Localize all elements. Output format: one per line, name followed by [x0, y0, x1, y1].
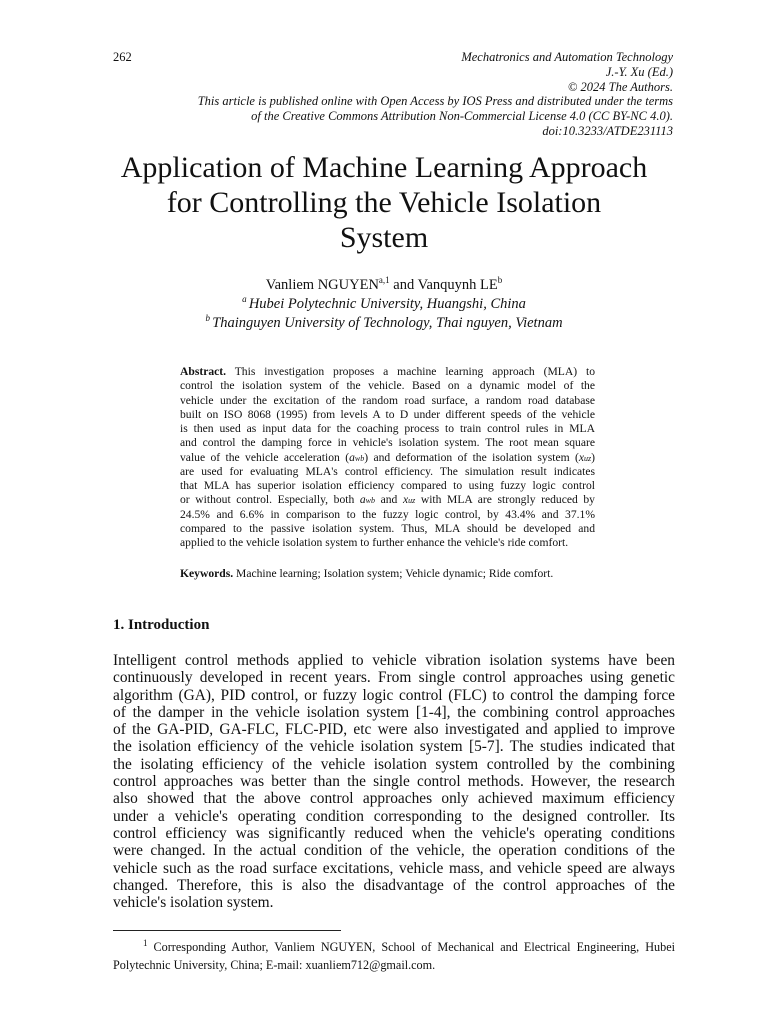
title-line: for Controlling the Vehicle Isolation [166, 186, 602, 219]
page-number: 262 [113, 50, 132, 64]
body-text: the isolation efficiency of the vehicle isolation system [5-7]. The studies indicated that [113, 738, 675, 756]
abstract-line [180, 479, 595, 493]
title-line: System [339, 221, 429, 254]
footnote-text: Corresponding Author, Vanliem NGUYEN, School of Mechanical and Electrical Engineering, Hubei [147, 940, 675, 954]
abstract-text: applied to the vehicle isolation system to further enhance the vehicle's ride comfort. [180, 536, 569, 549]
keywords [180, 567, 553, 580]
journal-header [198, 50, 673, 139]
body-text: of the GA-PID, GA-FLC, FLC-PID, etc were also investigated and applied to improve [113, 721, 675, 739]
abstract-text: 24.5% and 6.6% in comparison to the fuzzy logic control, by 43.4% and 37.1% [180, 507, 595, 521]
abstract-text: ) and deformation of the isolation system ( [364, 450, 579, 464]
abstract-text: wb [365, 496, 375, 506]
abstract-text: ) [591, 450, 596, 464]
footnote-divider [113, 930, 341, 931]
abstract-line [180, 465, 595, 479]
abstract-line [180, 493, 595, 507]
author-conjunction: and [389, 277, 418, 293]
abstract-text: with MLA are strongly reduced by [415, 493, 595, 507]
body-line [113, 721, 675, 738]
body-text: algorithm (GA), PID control, or fuzzy logic control (FLC) to control the damping force [113, 686, 675, 704]
body-text: the isolating efficiency of the vehicle isolation system controlled by the combining [113, 755, 675, 773]
abstract-text: uz [584, 453, 592, 463]
abstract [180, 365, 595, 550]
body-text: continuously developed in recent years. From single control approaches using genetic [113, 669, 675, 687]
body-text: Intelligent control methods applied to vehicle vibration isolation systems have been [113, 652, 675, 669]
abstract-text: is then used as input data for the coaching process to train control rules in MLA [180, 422, 595, 435]
abstract-text: or without control. Especially, both [180, 493, 360, 507]
author-affiliation-marker: a,1 [378, 275, 390, 286]
author-name: Vanquynh LE [417, 277, 498, 293]
abstract-text: a [359, 493, 366, 507]
abstract-line [180, 522, 595, 536]
affiliation-b [0, 314, 768, 333]
body-line [113, 825, 675, 842]
abstract-text: This investigation proposes a machine learning approach (MLA) to [226, 365, 595, 378]
author-line [0, 276, 768, 295]
abstract-text: that MLA has superior isolation efficiency compared to using fuzzy logic control [180, 479, 595, 492]
abstract-line [180, 508, 595, 522]
body-line [113, 738, 675, 755]
abstract-text: control the isolation system of the vehicle. Based on a dynamic model of the [180, 379, 595, 393]
abstract-text: uz [408, 496, 416, 506]
affiliation-marker: a [242, 294, 249, 305]
body-text: also showed that the above control approaches only achieved maximum efficiency [113, 790, 675, 808]
footnote [113, 938, 675, 974]
abstract-text: wb [354, 453, 365, 463]
abstract-text: built on ISO 8068 (1995) from levels A to D under different speeds of the vehicle [180, 407, 595, 421]
author-affiliation-marker: b [497, 275, 503, 286]
header-line: Mechatronics and Automation Technology [461, 50, 673, 64]
abstract-line [180, 408, 595, 422]
header-line: doi:10.3233/ATDE231113 [542, 123, 673, 138]
body-line [113, 808, 675, 825]
body-line [113, 877, 675, 894]
body-text: control approaches was better than the single control methods. However, the research [113, 773, 675, 791]
body-line [113, 773, 675, 790]
header-line: This article is published online with Open Access by IOS Press and distributed under the terms [197, 94, 673, 109]
body-line [113, 704, 675, 721]
body-text: were changed. In the actual condition of the vehicle, the operation conditions of the [113, 842, 675, 860]
body-line [113, 790, 675, 807]
body-line [113, 687, 675, 704]
abstract-text: a [349, 450, 355, 464]
body-line [113, 652, 675, 669]
abstract-line [180, 451, 595, 465]
header-line: J.-Y. Xu (Ed.) [605, 64, 673, 79]
abstract-line [180, 422, 595, 436]
abstract-line [180, 379, 595, 393]
author-name: Vanliem NGUYEN [265, 277, 379, 293]
footnote-text: Polytechnic University, China; E-mail: xuanliem712@gmail.com. [113, 958, 436, 972]
footnote-line [113, 956, 675, 974]
paper-title [60, 150, 708, 255]
affiliation-marker: b [205, 313, 213, 324]
header-line: © 2024 The Authors. [567, 79, 673, 94]
footnote-marker: 1 [143, 937, 148, 948]
abstract-text: x [578, 450, 585, 464]
abstract-text: vehicle under the excitation of the random road surface, a random road database [180, 393, 595, 407]
body-text: of the damper in the vehicle isolation system [1-4], the combining control approaches [113, 703, 675, 721]
abstract-line [180, 436, 595, 450]
abstract-text: x [402, 493, 409, 507]
body-line [113, 842, 675, 859]
body-line [113, 669, 675, 686]
authors-block [0, 276, 768, 333]
body-line [113, 860, 675, 877]
body-line [113, 756, 675, 773]
abstract-text: are used for evaluating MLA's control efficiency. The simulation result indicates [180, 464, 595, 478]
abstract-text: Abstract. [180, 365, 227, 378]
introduction-body [113, 652, 675, 911]
abstract-text: and control the damping force in vehicle's isolation system. The root mean square [180, 436, 595, 450]
footnote-line [113, 938, 675, 956]
section-heading: 1. Introduction [113, 617, 210, 633]
body-text: vehicle such as the road surface excitations, vehicle mass, and vehicle speed are always [113, 859, 675, 877]
body-text: changed. Therefore, this is also the disadvantage of the control approaches of the [113, 876, 675, 894]
affiliation-text: Hubei Polytechnic University, Huangshi, China [248, 296, 526, 312]
body-text: vehicle's isolation system. [113, 894, 274, 912]
body-line [113, 894, 675, 911]
title-line: Application of Machine Learning Approach [120, 151, 648, 184]
abstract-text: compared to the passive isolation system. Thus, MLA should be developed and [180, 521, 595, 535]
keywords-text: Machine learning; Isolation system; Vehicle dynamic; Ride comfort. [233, 567, 554, 580]
affiliation-text: Thainguyen University of Technology, Thai nguyen, Vietnam [212, 315, 563, 331]
abstract-line [180, 394, 595, 408]
abstract-line [180, 536, 595, 550]
abstract-line [180, 365, 595, 379]
keywords-label: Keywords. [180, 567, 234, 580]
abstract-text: and [375, 493, 403, 507]
body-text: control efficiency was significantly reduced when the vehicle's operating conditions [113, 824, 675, 842]
affiliation-a [0, 295, 768, 314]
header-line: of the Creative Commons Attribution Non-Commercial License 4.0 (CC BY-NC 4.0). [251, 109, 673, 124]
abstract-text: value of the vehicle acceleration ( [180, 450, 350, 464]
body-text: under a vehicle's operating condition corresponding to the designed controller. Its [113, 807, 675, 825]
